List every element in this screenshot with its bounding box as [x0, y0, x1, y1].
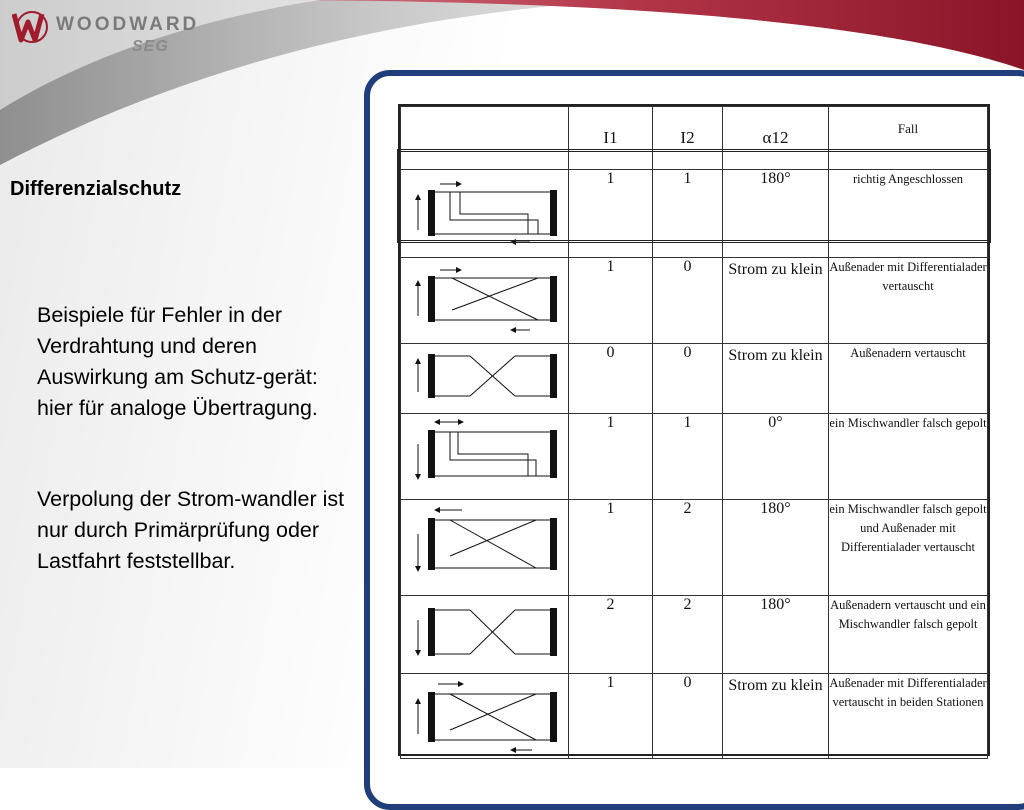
- wiring-diagram: [401, 170, 569, 258]
- row4-i2: 1: [653, 414, 723, 500]
- header-alpha12: α12: [723, 107, 829, 170]
- table-row: [401, 500, 988, 596]
- wiring-diagram: [401, 414, 569, 500]
- table-header-row: [401, 107, 988, 170]
- wiring-diagram-crossed-icon: [410, 258, 560, 338]
- wiring-table: [398, 104, 990, 756]
- row2-fall: Außenader mit Differentialader vertauscht: [829, 258, 988, 344]
- brand-name: WOODWARD: [56, 14, 200, 35]
- table-row: [401, 170, 988, 258]
- row7-i2: 0: [653, 674, 723, 759]
- wiring-diagram: [401, 344, 569, 414]
- brand-sub: SEG: [132, 38, 169, 55]
- paragraph-examples: Beispiele für Fehler in der Verdrahtung und deren Auswirkung am Schutz-gerät: hier für analoge Übertragung.: [37, 303, 318, 420]
- slide-title: Differenzialschutz: [10, 178, 182, 200]
- row5-a12: 180°: [723, 500, 829, 596]
- header-i1: I1: [569, 107, 653, 170]
- row5-fall: ein Mischwandler falsch gepolt und Außenader mit Differentialader vertauscht: [829, 500, 988, 596]
- wiring-diagram-straight-icon: [410, 170, 560, 252]
- wiring-diagram-hourglass-reversed-icon: [410, 596, 560, 668]
- header-diagram: [401, 107, 569, 170]
- row5-i1: 1: [569, 500, 653, 596]
- row4-a12: 0°: [723, 414, 829, 500]
- row2-a12: Strom zu klein: [723, 258, 829, 344]
- row3-i1: 0: [569, 344, 653, 414]
- row3-i2: 0: [653, 344, 723, 414]
- row1-i1: 1: [569, 170, 653, 258]
- row2-i2: 0: [653, 258, 723, 344]
- wiring-diagram: [401, 258, 569, 344]
- table-row: [401, 344, 988, 414]
- wiring-diagram-hourglass-icon: [410, 344, 560, 410]
- table-row: [401, 258, 988, 344]
- row1-fall: richtig Angeschlossen: [829, 170, 988, 258]
- row6-a12: 180°: [723, 596, 829, 674]
- row1-i2: 1: [653, 170, 723, 258]
- header-i2: I2: [653, 107, 723, 170]
- paragraph-polarity: Verpolung der Strom-wandler ist nur durch Primärprüfung oder Lastfahrt feststellbar.: [37, 487, 345, 573]
- table-row: [401, 596, 988, 674]
- row3-a12: Strom zu klein: [723, 344, 829, 414]
- row6-i2: 2: [653, 596, 723, 674]
- row3-fall: Außenadern vertauscht: [829, 344, 988, 414]
- wiring-diagram-crossed-both-icon: [410, 674, 560, 758]
- wiring-diagram-reversed-icon: [410, 414, 560, 494]
- table-row: [401, 414, 988, 500]
- row7-i1: 1: [569, 674, 653, 759]
- wiring-diagram: [401, 596, 569, 674]
- wiring-diagram-crossed-reversed-icon: [410, 500, 560, 590]
- wiring-diagram: [401, 500, 569, 596]
- row6-i1: 2: [569, 596, 653, 674]
- row5-i2: 2: [653, 500, 723, 596]
- row2-i1: 1: [569, 258, 653, 344]
- table-row: [401, 674, 988, 759]
- woodward-w-logo-icon: [12, 10, 52, 44]
- row6-fall: Außenadern vertauscht und ein Mischwandler falsch gepolt: [829, 596, 988, 674]
- wiring-diagram: [401, 674, 569, 759]
- row4-fall: ein Mischwandler falsch gepolt: [829, 414, 988, 500]
- row4-i1: 1: [569, 414, 653, 500]
- row7-a12: Strom zu klein: [723, 674, 829, 759]
- row7-fall: Außenader mit Differentialader vertauscht in beiden Stationen: [829, 674, 988, 759]
- row1-a12: 180°: [723, 170, 829, 258]
- header-fall: Fall: [829, 107, 988, 170]
